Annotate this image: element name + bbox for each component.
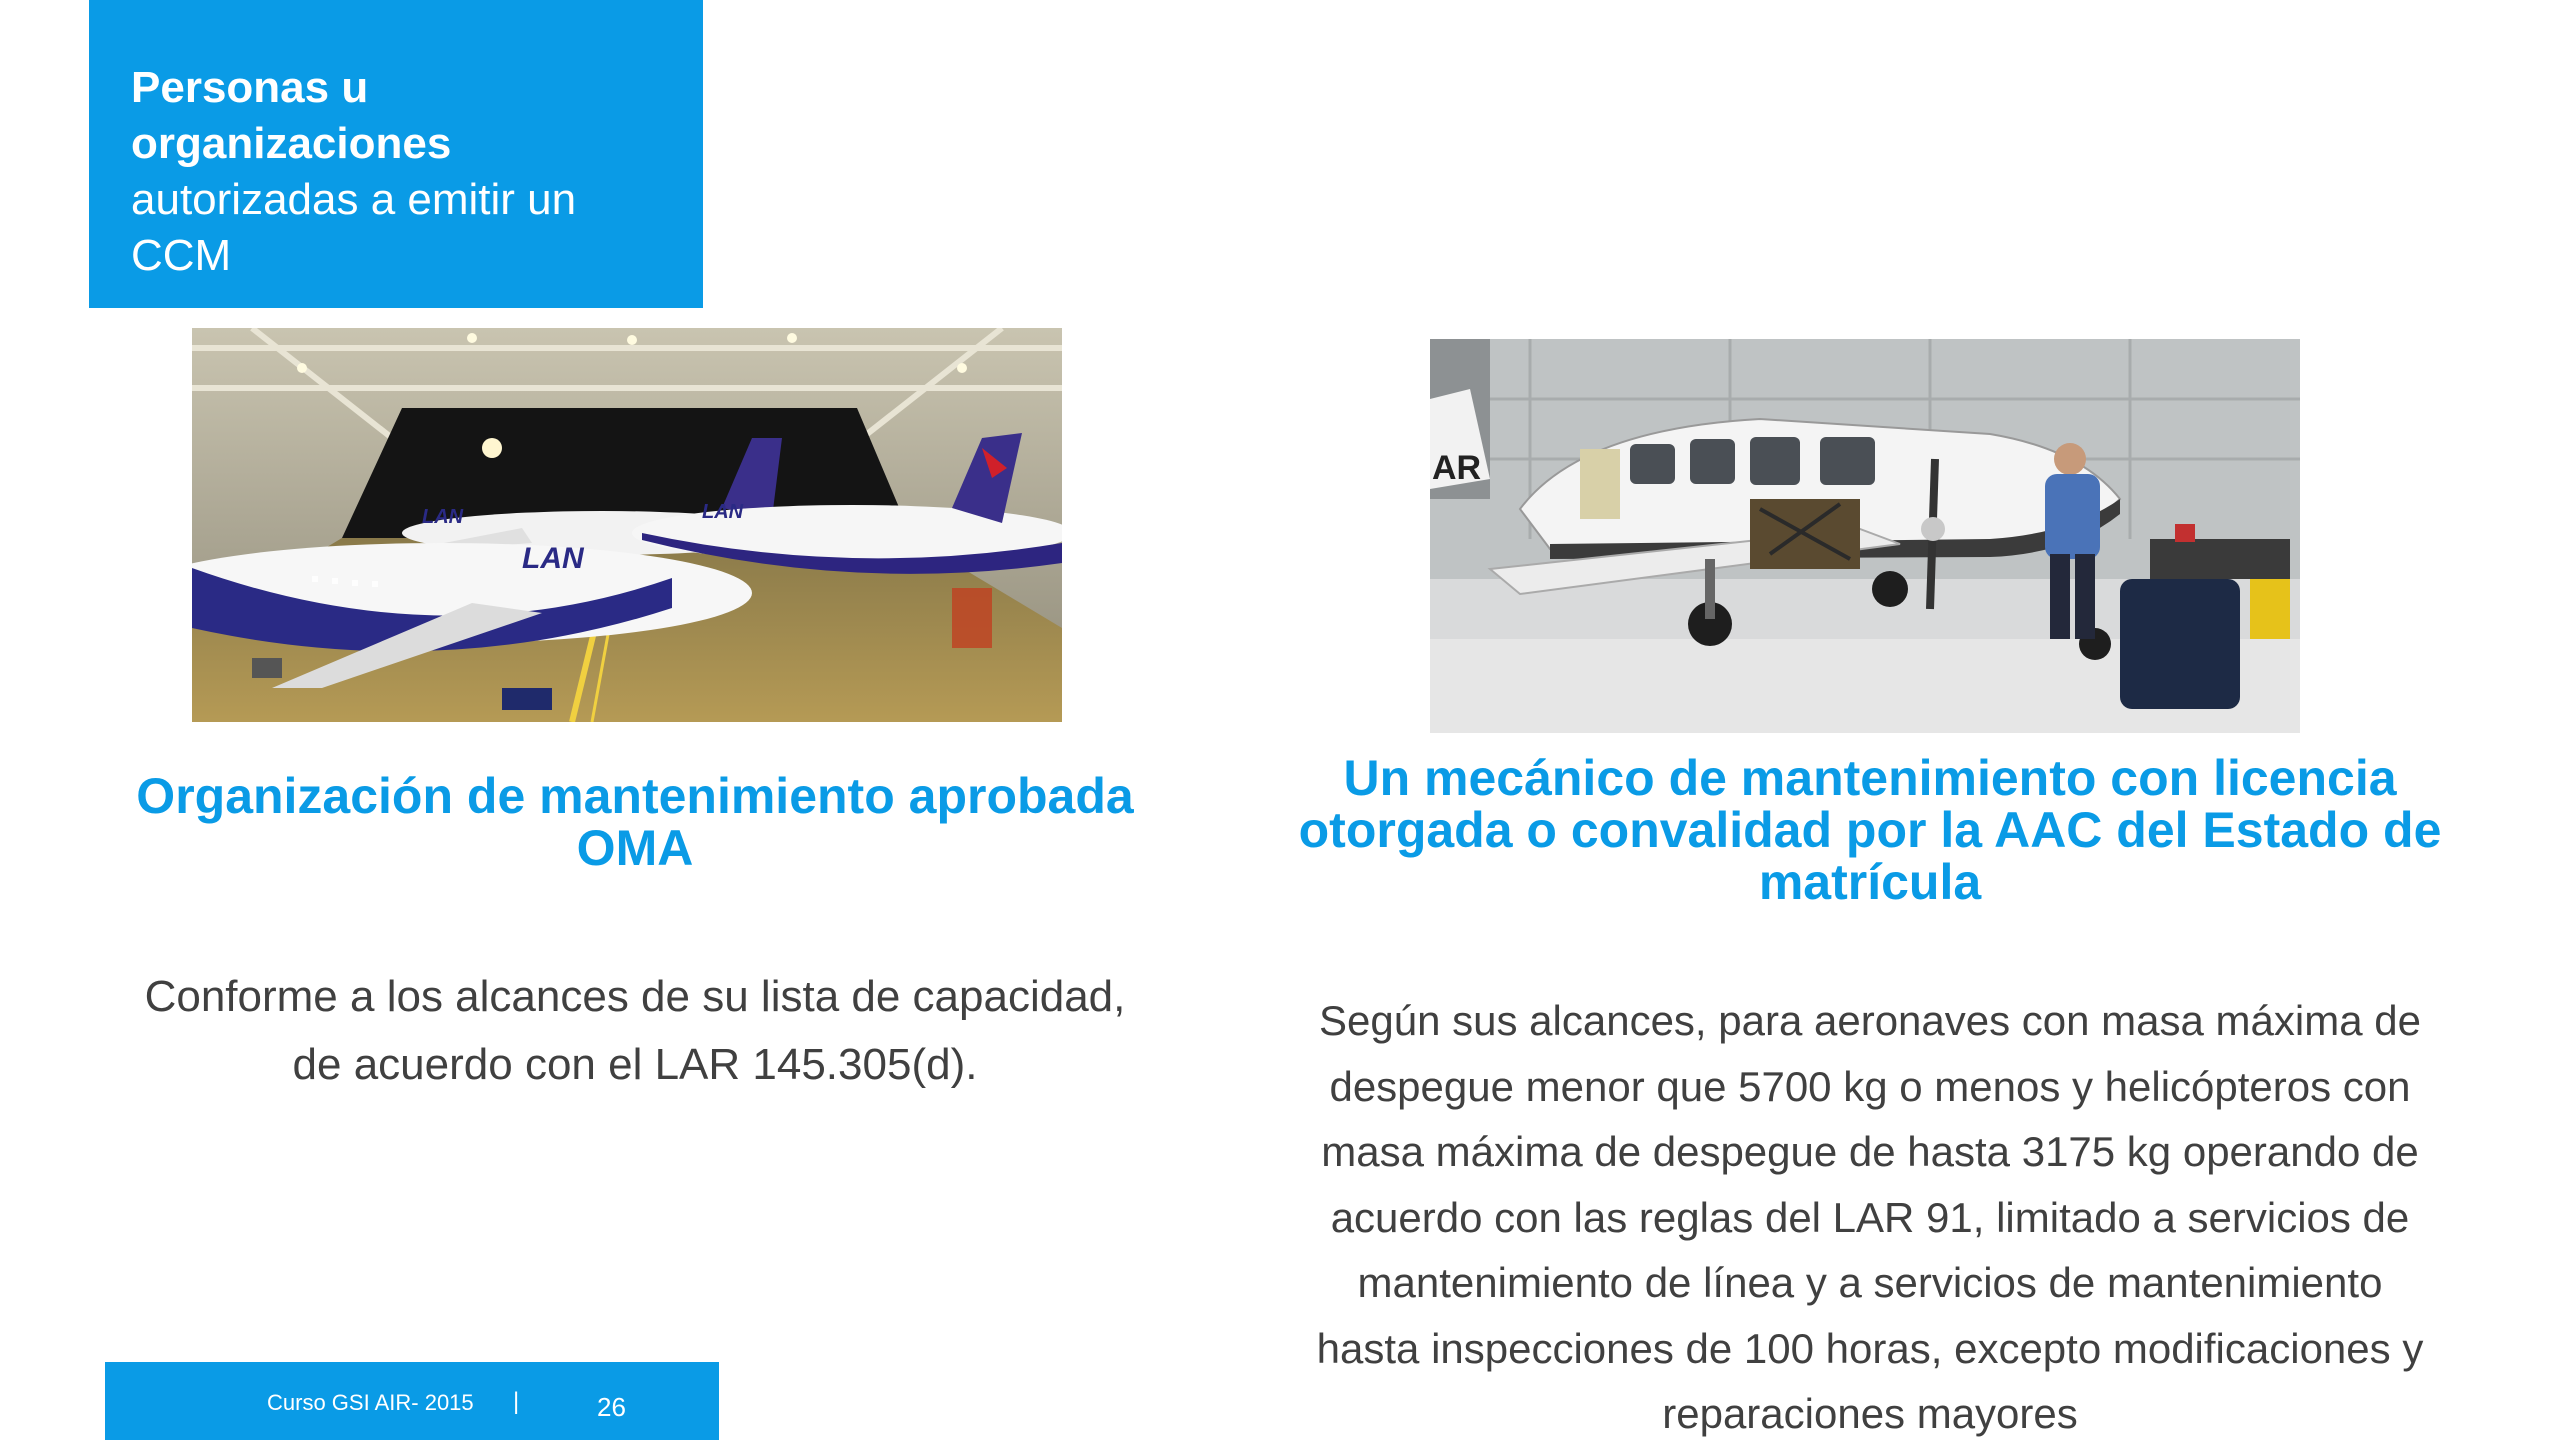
mechanic-description [1250,988,2490,1447]
mechanic-heading [1240,752,2500,908]
title-bold-line-1: Personas u [131,63,369,112]
footer-course-label: Curso GSI AIR- 2015 [267,1390,474,1415]
mechanic-description-line: acuerdo con las reglas del LAR 91, limitado a servicios de [1330,1193,2410,1241]
footer-separator: | [513,1388,520,1415]
oma-heading-line-1: Organización de mantenimiento aprobada [136,768,1134,824]
oma-description [80,963,1190,1099]
mechanic-description-line: Según sus alcances, para aeronaves con masa máxima de [1319,997,2421,1044]
title-bold-line-2: organizaciones [131,119,452,168]
title-box [89,0,703,308]
mechanic-illustration [1430,339,2300,733]
oma-heading-line-2: OMA [576,820,694,876]
hangar-airliners-photo [192,328,1062,722]
aircraft-registration-text: AR [1432,449,1482,487]
mechanic-heading-line-2: otorgada o convalidad por la AAC del Estado de [1298,802,2442,858]
mechanic-description-line: reparaciones mayores [1662,1390,2078,1437]
page-number: 26 [597,1392,626,1422]
footer-bar [105,1362,719,1440]
oma-description-line-1: Conforme a los alcances de su lista de capacidad, [144,972,1126,1021]
airline-livery-text-1: LAN [522,542,584,575]
mechanic-heading-line-1: Un mecánico de mantenimiento con licencia [1343,750,2397,806]
title-normal-line-2: CCM [131,231,232,280]
mechanic-description-line: mantenimiento de línea y a servicios de mantenimiento [1357,1259,2383,1306]
airline-livery-text-2: LAN [422,506,464,528]
mechanic-description-line: hasta inspecciones de 100 horas, excepto modificaciones y [1316,1324,2424,1372]
mechanic-description-line: masa máxima de despegue de hasta 3175 kg operando de [1321,1128,2419,1175]
hangar-illustration [192,328,1062,722]
airline-livery-text-3: LAN [702,501,744,523]
oma-description-line-2: de acuerdo con el LAR 145.305(d). [292,1040,978,1089]
title-normal-line-1: autorizadas a emitir un [131,175,577,224]
mechanic-description-line: despegue menor que 5700 kg o menos y helicópteros con [1329,1062,2411,1110]
mechanic-heading-line-3: matrícula [1758,854,1982,910]
oma-heading [90,770,1180,874]
mechanic-small-aircraft-photo [1430,339,2300,733]
